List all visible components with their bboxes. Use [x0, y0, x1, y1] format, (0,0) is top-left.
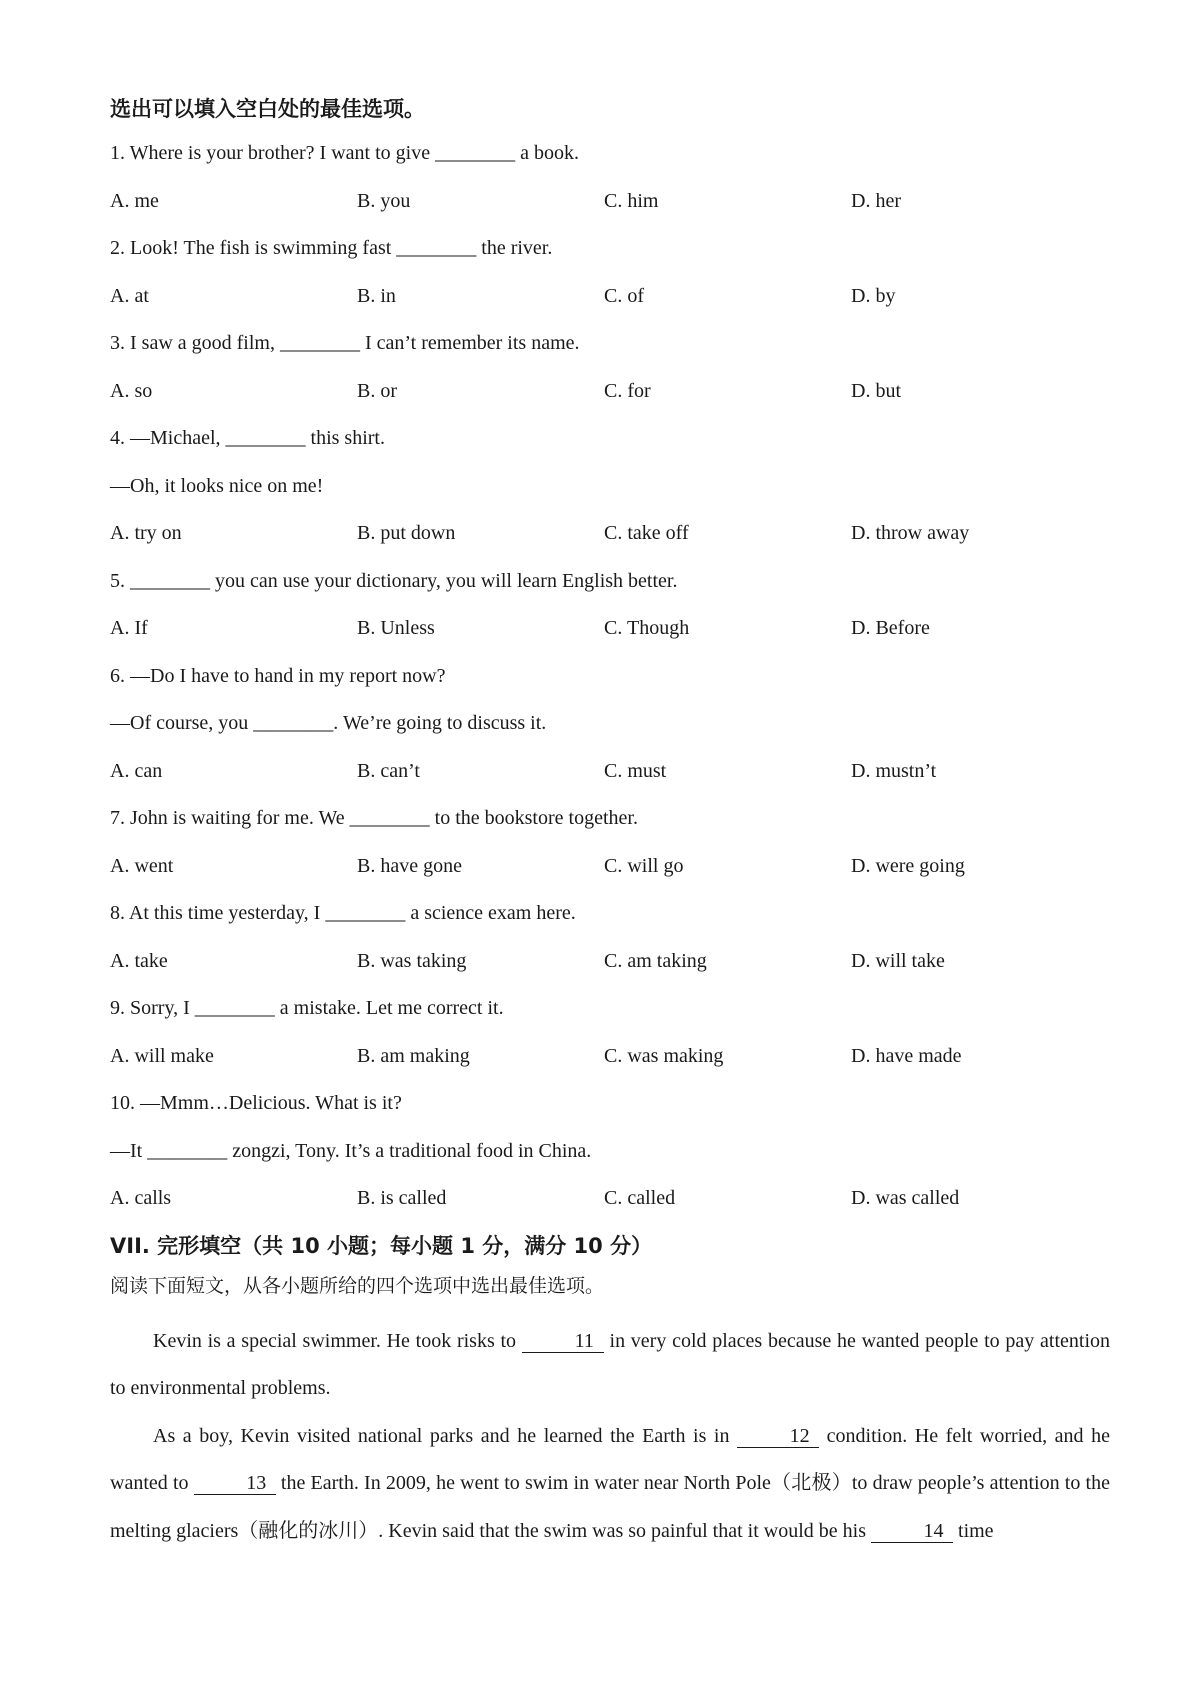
option-c: C. Though — [604, 617, 690, 639]
option-row — [110, 946, 1110, 994]
blank-14: 14 — [871, 1520, 953, 1543]
passage-text: Kevin is a special swimmer. He took risks to — [153, 1329, 522, 1352]
option-b: B. in — [357, 284, 396, 307]
option-b: B. have gone — [357, 854, 462, 877]
option-a: A. try on — [110, 522, 182, 544]
option-row — [110, 756, 1110, 804]
option-row — [110, 281, 1110, 329]
option-d: D. will take — [851, 949, 945, 972]
option-b: B. can’t — [357, 759, 420, 782]
option-d: D. mustn’t — [851, 759, 937, 782]
question-stem: 3. I saw a good film, ________ I can’t remember its name. — [110, 332, 580, 354]
passage-text: the Earth. In 2009, he went to swim in water near North Pole（北极）to draw people’s attention to the melting glaciers（融化的冰川）. Kevin said that the swim was so painful that it would be his — [110, 1472, 1110, 1542]
option-row — [110, 1183, 1110, 1231]
option-c: C. of — [604, 284, 644, 307]
question-response: —Oh, it looks nice on me! — [110, 474, 324, 497]
option-c: C. was making — [604, 1044, 724, 1067]
passage-text: As a boy, Kevin visited national parks and he learned the Earth is in — [153, 1424, 738, 1447]
option-a: A. will make — [110, 1044, 214, 1067]
option-c: C. will go — [604, 854, 684, 877]
option-row — [110, 1041, 1110, 1089]
question-stem: 5. ________ you can use your dictionary, you will learn English better. — [110, 569, 678, 592]
question-stem: 2. Look! The fish is swimming fast ________ the river. — [110, 237, 553, 259]
question-list — [110, 138, 1110, 1231]
section-title: VII. 完形填空（共 10 小题；每小题 1 分，满分 10 分） — [110, 1233, 653, 1258]
question-7 — [110, 803, 1110, 898]
option-a: A. went — [110, 854, 174, 877]
option-b: B. put down — [357, 522, 456, 544]
blank-13: 13 — [194, 1472, 276, 1495]
option-b: B. was taking — [357, 949, 467, 972]
option-a: A. If — [110, 617, 148, 639]
question-1 — [110, 138, 1110, 233]
option-row — [110, 376, 1110, 424]
option-d: D. Before — [851, 617, 930, 639]
passage-text: time — [953, 1519, 994, 1542]
option-d: D. were going — [851, 854, 965, 877]
question-4 — [110, 423, 1110, 566]
option-b: B. am making — [357, 1044, 470, 1067]
question-3 — [110, 328, 1110, 423]
option-b: B. Unless — [357, 617, 435, 639]
question-5 — [110, 566, 1110, 661]
option-c: C. called — [604, 1187, 676, 1209]
question-10 — [110, 1088, 1110, 1231]
option-c: C. am taking — [604, 949, 707, 972]
option-a: A. so — [110, 379, 153, 402]
option-c: C. take off — [604, 522, 689, 544]
passage-text: in very cold places because he wanted people to pay attention to environmental problems. — [110, 1329, 1110, 1399]
option-d: D. have made — [851, 1044, 962, 1067]
question-stem: 7. John is waiting for me. We ________ to the bookstore together. — [110, 807, 638, 829]
question-stem: 4. —Michael, ________ this shirt. — [110, 427, 385, 449]
passage-paragraph-2 — [110, 1413, 1110, 1556]
question-9 — [110, 993, 1110, 1088]
option-a: A. calls — [110, 1187, 172, 1209]
option-d: D. was called — [851, 1187, 960, 1209]
option-b: B. or — [357, 379, 397, 402]
blank-11: 11 — [522, 1330, 604, 1353]
question-stem: 6. —Do I have to hand in my report now? — [110, 664, 446, 687]
question-8 — [110, 898, 1110, 993]
passage-paragraph-1 — [110, 1318, 1110, 1413]
question-stem: 1. Where is your brother? I want to give ________ a book. — [110, 142, 579, 164]
passage-text: condition. He felt worried, and he wanted to — [110, 1424, 1111, 1494]
question-stem: 10. —Mmm…Delicious. What is it? — [110, 1092, 402, 1114]
option-d: D. throw away — [851, 522, 970, 544]
question-stem: 8. At this time yesterday, I ________ a science exam here. — [110, 902, 576, 924]
option-row — [110, 851, 1110, 899]
option-c: C. for — [604, 379, 651, 402]
option-b: B. is called — [357, 1187, 447, 1209]
option-row — [110, 518, 1110, 566]
option-a: A. take — [110, 949, 168, 972]
question-stem: 9. Sorry, I ________ a mistake. Let me correct it. — [110, 997, 504, 1019]
option-b: B. you — [357, 189, 411, 212]
blank-12: 12 — [737, 1425, 819, 1448]
option-a: A. can — [110, 759, 163, 782]
question-6 — [110, 661, 1110, 804]
question-2 — [110, 233, 1110, 328]
question-response: —Of course, you ________. We’re going to discuss it. — [110, 712, 547, 734]
option-a: A. me — [110, 189, 159, 212]
cloze-passage — [110, 1318, 1110, 1556]
option-row — [110, 613, 1110, 661]
option-c: C. must — [604, 759, 667, 782]
option-row — [110, 186, 1110, 234]
section-instruction: 阅读下面短文，从各小题所给的四个选项中选出最佳选项。 — [110, 1274, 605, 1297]
option-d: D. by — [851, 284, 896, 307]
exam-page — [110, 92, 1110, 1555]
exercise-heading: 选出可以填入空白处的最佳选项。 — [110, 97, 425, 121]
question-response: —It ________ zongzi, Tony. It’s a traditional food in China. — [110, 1139, 592, 1162]
option-d: D. her — [851, 189, 901, 212]
option-c: C. him — [604, 189, 659, 212]
option-d: D. but — [851, 379, 901, 402]
option-a: A. at — [110, 284, 149, 307]
